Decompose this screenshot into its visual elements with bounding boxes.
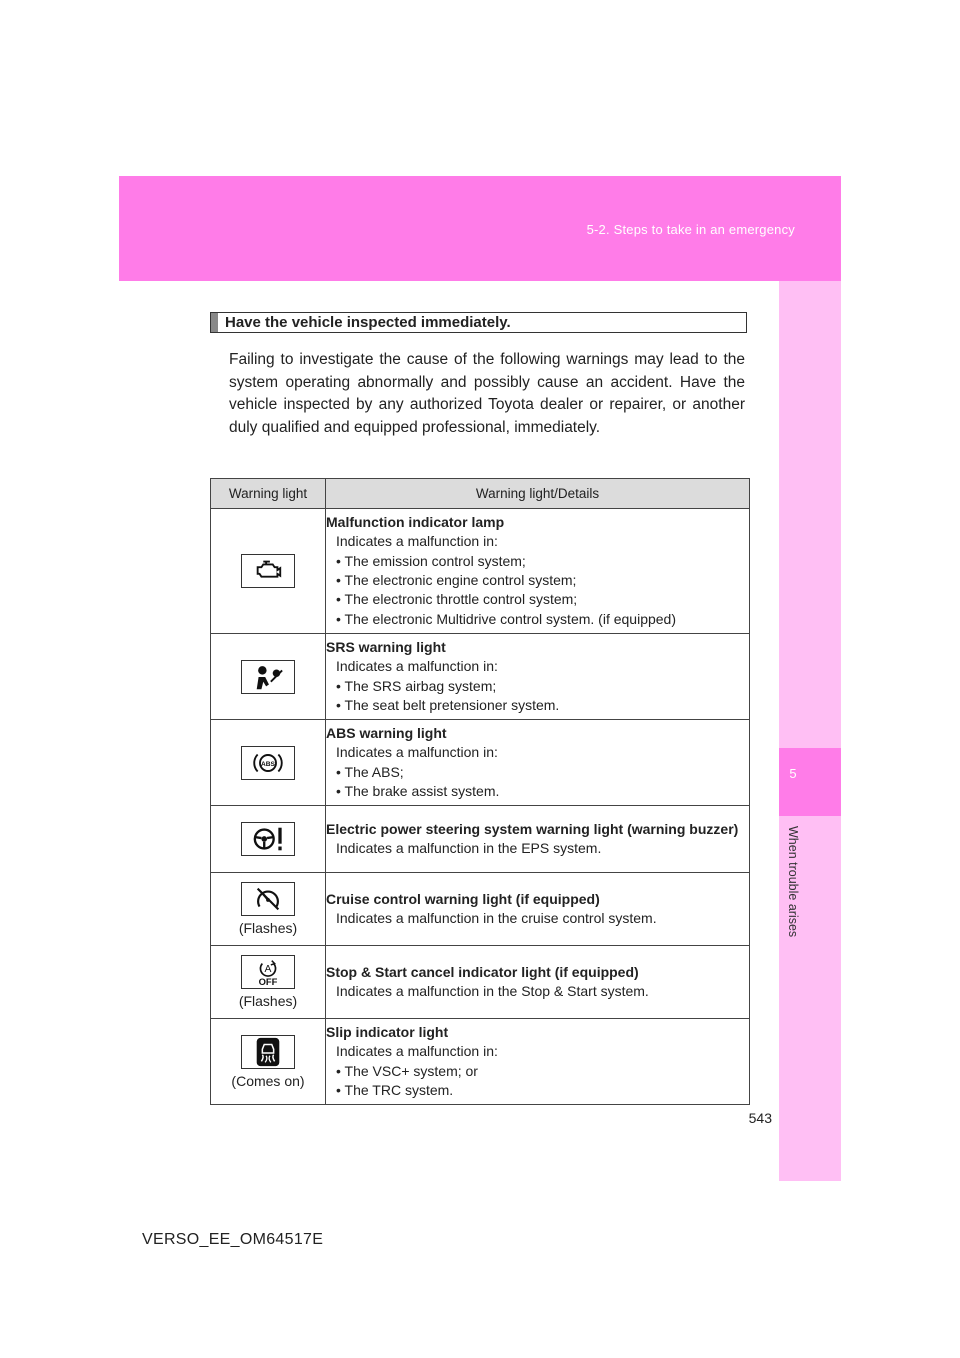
icon-cell [211, 1019, 326, 1105]
detail-line: • The seat belt pretensioner system. [336, 696, 560, 713]
detail-line: • The electronic throttle control system; [336, 591, 578, 608]
abs-icon [241, 746, 295, 780]
cruise-control-icon [241, 882, 295, 916]
detail-line: • The electronic engine control system; [336, 572, 577, 588]
warning-title: ABS warning light [326, 724, 447, 741]
slip-indicator-icon [241, 1035, 295, 1069]
warning-title: Cruise control warning light (if equipped) [326, 890, 600, 907]
chapter-number: 5 [789, 766, 797, 781]
detail-cell [326, 634, 750, 720]
warning-table [210, 478, 750, 1105]
icon-cell [211, 509, 326, 634]
detail-line: • The electronic Multidrive control system. (if equipped) [336, 610, 677, 627]
icon-cell [211, 634, 326, 720]
icon-cell [211, 873, 326, 946]
warning-title: Malfunction indicator lamp [326, 514, 505, 531]
table-row [211, 873, 750, 946]
table-row [211, 806, 750, 873]
detail-cell [326, 720, 750, 806]
detail-line: Indicates a malfunction in: [336, 1043, 498, 1060]
detail-line: Indicates a malfunction in the Stop & Start system. [336, 983, 649, 999]
detail-line: Indicates a malfunction in: [336, 744, 498, 761]
detail-line: • The TRC system. [336, 1081, 454, 1098]
detail-cell [326, 873, 750, 946]
detail-line: • The emission control system; [336, 552, 526, 569]
detail-cell [326, 509, 750, 634]
table-row [211, 634, 750, 720]
detail-line: • The brake assist system. [336, 782, 500, 799]
detail-line: Indicates a malfunction in the cruise control system. [336, 910, 657, 926]
section-breadcrumb: 5-2. Steps to take in an emergency [586, 222, 795, 237]
table-row [211, 946, 750, 1019]
detail-line: • The VSC+ system; or [336, 1062, 478, 1079]
srs-airbag-icon [241, 660, 295, 694]
column-header: Warning light [211, 479, 326, 509]
detail-cell [326, 946, 750, 1019]
icon-cell [211, 806, 326, 873]
section-heading [210, 312, 747, 333]
engine-icon [241, 554, 295, 588]
chapter-label: When trouble arises [786, 826, 800, 938]
detail-cell [326, 1019, 750, 1105]
stop-start-off-text: OFF [258, 976, 278, 988]
table-row [211, 509, 750, 634]
stop-start-off-icon [241, 955, 295, 989]
warning-title: Electric power steering system warning light (warning buzzer) [326, 820, 739, 837]
detail-cell [326, 806, 750, 873]
document-code: VERSO_EE_OM64517E [142, 1231, 324, 1248]
intro-paragraph: Failing to investigate the cause of the following warnings may lead to the system operating abnormally and possibly cause an accident. Have the vehicle inspected by any authorized Toyota dealer or repairer, or another duly qualified and equipped professional, immediately. [229, 351, 745, 436]
icon-note: (Flashes) [238, 993, 298, 1009]
detail-line: Indicates a malfunction in: [336, 533, 498, 550]
detail-line: • The SRS airbag system; [336, 677, 497, 694]
column-header: Warning light/Details [326, 479, 750, 509]
table-row [211, 720, 750, 806]
section-title: Have the vehicle inspected immediately. [225, 314, 511, 331]
icon-cell [211, 720, 326, 806]
icon-note: (Flashes) [238, 920, 298, 936]
heading-bar [211, 313, 218, 332]
abs-glyph-text: ABS [261, 760, 275, 768]
stop-start-letter: A [264, 964, 272, 975]
detail-line: Indicates a malfunction in: [336, 658, 498, 675]
warning-title: SRS warning light [326, 638, 446, 655]
warning-title: Slip indicator light [326, 1023, 449, 1040]
table-header-row [211, 479, 750, 509]
page-number: 543 [748, 1110, 772, 1126]
icon-note: (Comes on) [231, 1072, 305, 1089]
table-row [211, 1019, 750, 1105]
warning-title: Stop & Start cancel indicator light (if equipped) [326, 963, 639, 980]
detail-line: • The ABS; [336, 763, 404, 780]
side-strip [779, 281, 841, 1181]
icon-cell [211, 946, 326, 1019]
chapter-tab[interactable] [779, 748, 841, 816]
steering-warning-icon [241, 822, 295, 856]
detail-line: Indicates a malfunction in the EPS system. [336, 840, 602, 856]
